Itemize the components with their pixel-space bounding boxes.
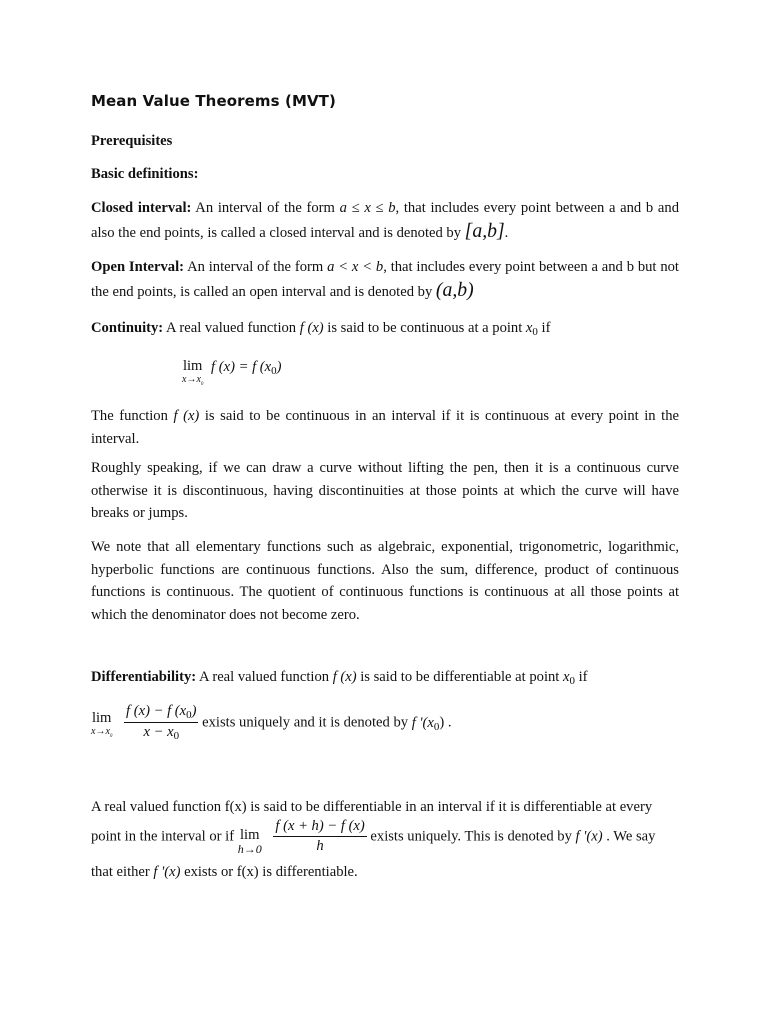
diff-text-b: is said to be differentiable at point	[356, 669, 564, 685]
limit-operator	[182, 358, 203, 388]
open-notation: (a,b)	[435, 279, 474, 301]
diff-text-d: exists uniquely and it is denoted by	[202, 714, 412, 731]
quotient-numerator: f (x) − f $(x_0)$	[126, 703, 197, 722]
prerequisites-heading: Prerequisites	[91, 133, 173, 149]
open-inequality: a < x < b	[327, 259, 384, 275]
open-text-b: , that includes every point between a and b but not the end points, is called an open interval and is denoted by	[91, 259, 679, 300]
closed-end: .	[504, 225, 509, 241]
interval-diff-line2: point in the interval or if lim h→0 $\frac{f (x + h) - f (x)}{h}$ exists uniquely. This is denoted by f '(x) . We say	[91, 818, 656, 856]
function-fx: f (x)	[173, 408, 200, 424]
interval-diff-text: point in the interval or if	[91, 828, 238, 845]
basic-definitions-heading: Basic definitions:	[91, 166, 199, 182]
continuity-expression: f (x) = f $(x_0)$	[211, 358, 282, 377]
roughly-paragraph: Roughly speaking, if we can draw a curve without lifting the pen, then it is a continuous curve otherwise it is discontinuous, having discontinuities at those points at which the curve will have breaks or jumps.	[91, 460, 679, 521]
quotient-denominator: $x - x_0$	[143, 724, 180, 743]
continuity-label: Continuity:	[91, 320, 164, 336]
closed-text-b: , that includes every point between a and b and also the end points, is called a closed interval and is denoted by	[91, 200, 679, 241]
function-text-a: The function	[91, 408, 174, 424]
open-interval-label: Open Interval:	[91, 259, 185, 275]
open-interval-paragraph	[91, 256, 679, 304]
document-title: Mean Value Theorems (MVT)	[91, 92, 336, 110]
function-text-b: is said to be continuous in an interval if it is continuous at every point in the interval.	[91, 408, 680, 447]
h-difference-quotient: $\frac{f (x + h) - f (x)}{h}$	[275, 818, 365, 854]
open-text-a: An interval of the form	[184, 259, 328, 275]
continuity-paragraph	[91, 317, 679, 341]
differentiability-label: Differentiability:	[91, 669, 197, 685]
diff-fx: f (x)	[332, 669, 357, 685]
lim-subscript: $x\to x_0$	[182, 374, 204, 387]
diff-derivative: f '($x_0$	[411, 714, 440, 733]
continuity-x0: x	[525, 320, 533, 336]
lim-text: lim	[182, 358, 203, 374]
continuity-limit-equation	[182, 358, 281, 388]
diff-limit-operator: lim $x\to x_0$	[91, 710, 113, 739]
closed-inequality: a ≤ x ≤ b	[339, 200, 396, 216]
difference-quotient	[124, 703, 198, 743]
closed-interval-paragraph	[91, 197, 679, 245]
continuity-text-c: if	[537, 320, 551, 336]
interval-diff-line3: that either f '(x) exists or f(x) is differentiable.	[91, 864, 358, 880]
h-limit-operator: lim h→0	[237, 827, 262, 856]
continuity-text-b: is said to be continuous at a point	[323, 320, 526, 336]
continuity-text-a: A real valued function	[163, 320, 300, 336]
function-interval-paragraph	[91, 405, 679, 451]
differentiability-paragraph: Differentiability: A real valued function f (x) is said to be differentiable at point $x_0$ if	[91, 669, 588, 688]
diff-text-a: A real valued function	[196, 669, 333, 685]
closed-text-a: An interval of the form	[191, 200, 340, 216]
diff-x0: x	[563, 669, 570, 685]
interval-diff-line1: A real valued function f(x) is said to be differentiable in an interval if it is differentiable at every	[91, 799, 653, 815]
derivative-definition-equation: lim $x\to x_0$ $\frac{f (x) - f (x_0)}{x - x_0}$ exists uniquely and it is denoted by f '$(x_0)$ .	[91, 703, 452, 743]
closed-notation: [a,b]	[464, 220, 505, 242]
elementary-functions-paragraph: We note that all elementary functions such as algebraic, exponential, trigonometric, logarithmic, hyperbolic functions are continuous functions. Also the sum, difference, product of continuous functions is continuous. The quotient of continuous functions is continuous at all those points at which the denominator does not become zero.	[91, 539, 679, 623]
diff-text-c: if	[574, 669, 588, 685]
continuity-fx: f (x)	[299, 320, 324, 336]
continuity-x0-sub: 0	[532, 326, 538, 339]
closed-interval-label: Closed interval:	[91, 200, 192, 216]
